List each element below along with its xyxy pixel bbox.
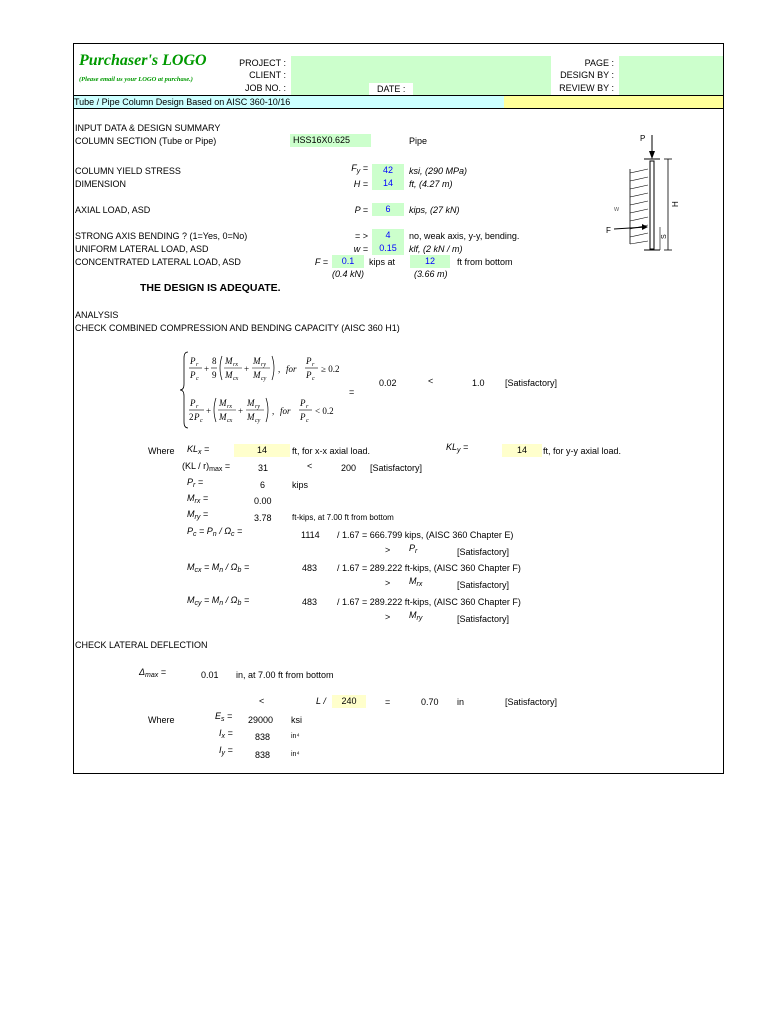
svg-text:r: r — [306, 404, 309, 410]
f-location-si: (3.66 m) — [414, 269, 448, 279]
svg-text:rx: rx — [227, 404, 232, 410]
svg-text:+: + — [206, 406, 212, 416]
svg-text:≥ 0.2: ≥ 0.2 — [321, 364, 340, 374]
f-input[interactable]: 0.1 — [332, 255, 364, 268]
ix-value: 838 — [255, 732, 271, 742]
check2-heading: CHECK LATERAL DEFLECTION — [75, 640, 208, 650]
iy-unit: in⁴ — [291, 751, 300, 758]
mcy-status: [Satisfactory] — [457, 614, 510, 624]
interaction-ratio: 0.02 — [379, 378, 397, 388]
title-fill — [504, 96, 723, 108]
pr-value: 6 — [260, 480, 266, 490]
pr-unit: kips — [292, 480, 309, 490]
svg-text:M: M — [247, 412, 255, 422]
w-symbol: w = — [353, 244, 368, 254]
svg-text:c: c — [312, 376, 315, 382]
svg-text:cy: cy — [255, 418, 261, 424]
svg-text:c: c — [196, 376, 199, 382]
mcy-symbol: $M_{cy} = M_n / \Omega_b$ = — [187, 595, 250, 607]
svg-text:r: r — [196, 362, 199, 368]
klr-symbol: $(KL / r)_{max}$ = — [182, 461, 231, 473]
svg-text:P: P — [306, 356, 312, 366]
svg-text:+: + — [204, 364, 210, 374]
svg-text:rx: rx — [233, 362, 238, 368]
svg-text:cx: cx — [227, 418, 233, 424]
dmax-symbol: $\Delta_{max}$ = — [139, 667, 167, 679]
mcy-calc: / 1.67 = 289.222 ft-kips, (AISC 360 Chapter F) — [337, 597, 521, 607]
iy-symbol: $I_y$ = — [219, 745, 233, 757]
logo-note: (Please email us your LOGO at purchase.) — [79, 76, 193, 83]
klr-status: [Satisfactory] — [370, 463, 423, 473]
svg-text:ry: ry — [255, 404, 260, 410]
svg-text:M: M — [219, 398, 227, 408]
svg-text:M: M — [247, 398, 255, 408]
interaction-formula — [180, 344, 350, 436]
mry-value: 3.78 — [254, 513, 272, 523]
page-field[interactable] — [619, 56, 723, 95]
p-input[interactable]: 6 — [372, 203, 404, 216]
ratio-status: [Satisfactory] — [505, 378, 558, 388]
pc-compare-symbol: $P_r$ — [409, 543, 418, 555]
svg-text:,: , — [272, 406, 275, 416]
klr-limit: 200 — [341, 463, 357, 473]
formula-equals: = — [349, 387, 355, 397]
h-symbol: H = — [353, 179, 368, 189]
svg-text:+: + — [238, 406, 244, 416]
pc-status: [Satisfactory] — [457, 547, 510, 557]
mrx-symbol: $M_{rx}$ = — [187, 493, 209, 505]
mcx-calc: / 1.67 = 289.222 ft-kips, (AISC 360 Chapter F) — [337, 563, 521, 573]
svg-text:P: P — [300, 398, 306, 408]
deflection-ratio-input[interactable]: 240 — [332, 695, 366, 708]
design-by-label: DESIGN BY : — [560, 70, 614, 80]
svg-text:P: P — [190, 370, 196, 380]
column-diagram — [604, 129, 699, 264]
svg-text:< 0.2: < 0.2 — [315, 406, 334, 416]
review-by-label: REVIEW BY : — [559, 83, 614, 93]
f-symbol: F = — [314, 257, 328, 267]
svg-text:cy: cy — [261, 376, 267, 382]
where-label: Where — [148, 446, 175, 456]
f-location-input[interactable]: 12 — [410, 255, 450, 268]
f-si: (0.4 kN) — [332, 269, 365, 279]
yield-label: COLUMN YIELD STRESS — [75, 166, 181, 176]
svg-text:r: r — [196, 404, 199, 410]
es-unit: ksi — [291, 715, 302, 725]
klx-symbol: $KL_x$ = — [187, 444, 210, 456]
es-value: 29000 — [248, 715, 274, 725]
svg-text:M: M — [225, 370, 233, 380]
w-input[interactable]: 0.15 — [372, 242, 404, 255]
mcy-value: 483 — [302, 597, 318, 607]
svg-text:cx: cx — [233, 376, 239, 382]
svg-text:for: for — [286, 364, 297, 374]
ratio-less-than: < — [428, 376, 434, 386]
svg-text:c: c — [306, 418, 309, 424]
fy-input[interactable]: 42 — [372, 164, 404, 177]
date-label: DATE : — [369, 83, 413, 95]
bending-note: no, weak axis, y-y, bending. — [409, 231, 520, 241]
es-symbol: $E_s$ = — [215, 711, 233, 723]
mcx-symbol: $M_{cx} = M_n / \Omega_b$ = — [187, 562, 250, 574]
title-divider — [74, 108, 723, 109]
svg-text:c: c — [200, 418, 203, 424]
h-unit: ft, (4.27 m) — [409, 179, 453, 189]
dmax-unit: in, at 7.00 ft from bottom — [236, 670, 334, 680]
purchaser-logo: Purchaser's LOGO — [79, 52, 207, 69]
svg-text:P: P — [194, 412, 200, 422]
kly-unit: ft, for y-y axial load. — [543, 446, 622, 456]
section-input[interactable]: HSS16X0.625 — [290, 134, 371, 147]
pr-symbol: $P_r$ = — [187, 477, 204, 489]
svg-text:P: P — [190, 398, 196, 408]
pc-greater-than: > — [385, 545, 391, 555]
client-label: CLIENT : — [249, 70, 286, 80]
w-load-label: w — [614, 206, 620, 213]
kly-input[interactable]: 14 — [502, 444, 542, 457]
concentrated-label: CONCENTRATED LATERAL LOAD, ASD — [75, 257, 241, 267]
deflection-allowable: 0.70 — [421, 697, 439, 707]
svg-text:P: P — [300, 412, 306, 422]
klx-unit: ft, for x-x axial load. — [292, 446, 371, 456]
bending-input[interactable]: 4 — [372, 229, 404, 242]
mcx-status: [Satisfactory] — [457, 580, 510, 590]
ix-symbol: $I_x$ = — [219, 728, 233, 740]
svg-text:for: for — [280, 406, 291, 416]
section-label: COLUMN SECTION (Tube or Pipe) — [75, 136, 217, 146]
bending-label: STRONG AXIS BENDING ? (1=Yes, 0=No) — [75, 231, 248, 241]
deflection-l-over: L / — [316, 696, 326, 706]
bending-arrow: = > — [354, 231, 368, 241]
deflection-status: [Satisfactory] — [505, 697, 558, 707]
svg-text:,: , — [278, 364, 281, 374]
mcx-value: 483 — [302, 563, 318, 573]
svg-text:M: M — [219, 412, 227, 422]
fy-unit: ksi, (290 MPa) — [409, 166, 468, 176]
pc-symbol: $P_c = P_n / \Omega_c$ = — [187, 526, 243, 538]
section-type: Pipe — [409, 136, 428, 146]
klr-less-than: < — [307, 461, 313, 471]
mcx-greater-than: > — [385, 578, 391, 588]
svg-text:9: 9 — [212, 370, 217, 380]
mry-symbol: $M_{ry}$ = — [187, 509, 209, 521]
klr-value: 31 — [258, 463, 269, 473]
where2-label: Where — [148, 715, 175, 725]
dimension-label: DIMENSION — [75, 179, 127, 189]
svg-text:M: M — [225, 356, 233, 366]
p-unit: kips, (27 kN) — [409, 205, 460, 215]
pc-value: 1114 — [301, 530, 320, 540]
f-load-label: F — [606, 226, 611, 235]
svg-text:ry: ry — [261, 362, 266, 368]
mcy-compare-symbol: $M_{ry}$ — [409, 610, 423, 622]
svg-text:P: P — [306, 370, 312, 380]
check1-heading: CHECK COMBINED COMPRESSION AND BENDING CAPACITY (AISC 360 H1) — [75, 323, 400, 333]
deflection-equals: = — [385, 697, 391, 707]
svg-text:8: 8 — [212, 356, 217, 366]
mry-unit: ft-kips, at 7.00 ft from bottom — [292, 513, 394, 522]
f-at: kips at — [369, 257, 396, 267]
svg-text:M: M — [253, 356, 261, 366]
calculation-sheet — [73, 43, 724, 774]
svg-text:2: 2 — [189, 412, 194, 422]
svg-text:M: M — [253, 370, 261, 380]
dmax-value: 0.01 — [201, 670, 219, 680]
svg-text:r: r — [312, 362, 315, 368]
mrx-value: 0.00 — [254, 496, 272, 506]
fy-symbol: $F_y$ = — [351, 163, 368, 175]
sheet-title: Tube / Pipe Column Design Based on AISC 360-10/16 — [74, 96, 504, 108]
axial-label: AXIAL LOAD, ASD — [75, 205, 151, 215]
page-label: PAGE : — [584, 58, 614, 68]
analysis-heading: ANALYSIS — [75, 310, 119, 320]
iy-value: 838 — [255, 750, 271, 760]
p-symbol: P = — [354, 205, 368, 215]
kly-symbol: $KL_y$ = — [446, 442, 469, 454]
project-label: PROJECT : — [239, 58, 286, 68]
design-result: THE DESIGN IS ADEQUATE. — [140, 282, 281, 294]
uniform-label: UNIFORM LATERAL LOAD, ASD — [75, 244, 209, 254]
h-dim-label: H — [671, 201, 680, 207]
job-label: JOB NO. : — [244, 83, 286, 93]
input-heading: INPUT DATA & DESIGN SUMMARY — [75, 123, 221, 133]
deflection-less-than: < — [259, 696, 265, 706]
project-field[interactable] — [291, 56, 551, 95]
s-dim-label: S — [661, 234, 668, 239]
svg-text:P: P — [190, 356, 196, 366]
ratio-limit: 1.0 — [472, 378, 485, 388]
h-input[interactable]: 14 — [372, 177, 404, 190]
mcy-greater-than: > — [385, 612, 391, 622]
w-unit: klf, (2 kN / m) — [409, 244, 463, 254]
ix-unit: in⁴ — [291, 733, 300, 740]
klx-input[interactable]: 14 — [234, 444, 290, 457]
f-location-unit: ft from bottom — [457, 257, 513, 267]
svg-text:+: + — [244, 364, 250, 374]
deflection-unit: in — [457, 697, 465, 707]
mcx-compare-symbol: $M_{rx}$ — [409, 576, 423, 588]
p-load-label: P — [640, 134, 646, 143]
pc-calc: / 1.67 = 666.799 kips, (AISC 360 Chapter E) — [337, 530, 514, 540]
